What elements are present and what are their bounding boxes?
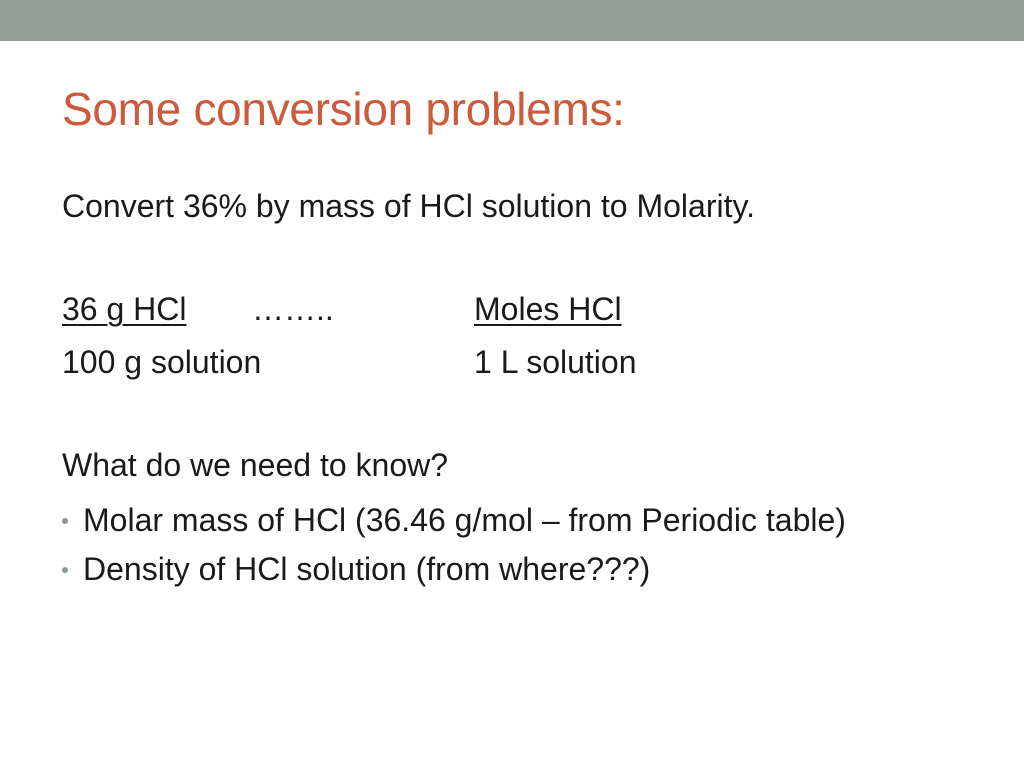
top-decorative-band	[0, 0, 1024, 41]
numerator-left: 36 g HCl	[62, 291, 187, 327]
bullet-dot-icon	[62, 518, 68, 524]
bullet-item-density	[62, 550, 962, 588]
ratio-dots: ……..	[252, 291, 334, 327]
question-text: What do we need to know?	[62, 447, 449, 483]
bullet-text: Molar mass of HCl (36.46 g/mol – from Periodic table)	[83, 502, 846, 538]
slide-title: Some conversion problems:	[62, 83, 625, 135]
numerator-right: Moles HCl	[474, 291, 622, 327]
intro-text: Convert 36% by mass of HCl solution to Molarity.	[62, 188, 755, 224]
ratio-numerator-row	[62, 290, 762, 328]
bullet-text: Density of HCl solution (from where???)	[83, 551, 651, 587]
bullet-item-molar-mass	[62, 501, 962, 539]
denominator-right: 1 L solution	[474, 344, 637, 380]
ratio-denominator-row	[62, 343, 762, 381]
bullet-dot-icon	[62, 567, 68, 573]
bullet-list	[62, 501, 962, 599]
denominator-left: 100 g solution	[62, 344, 262, 380]
